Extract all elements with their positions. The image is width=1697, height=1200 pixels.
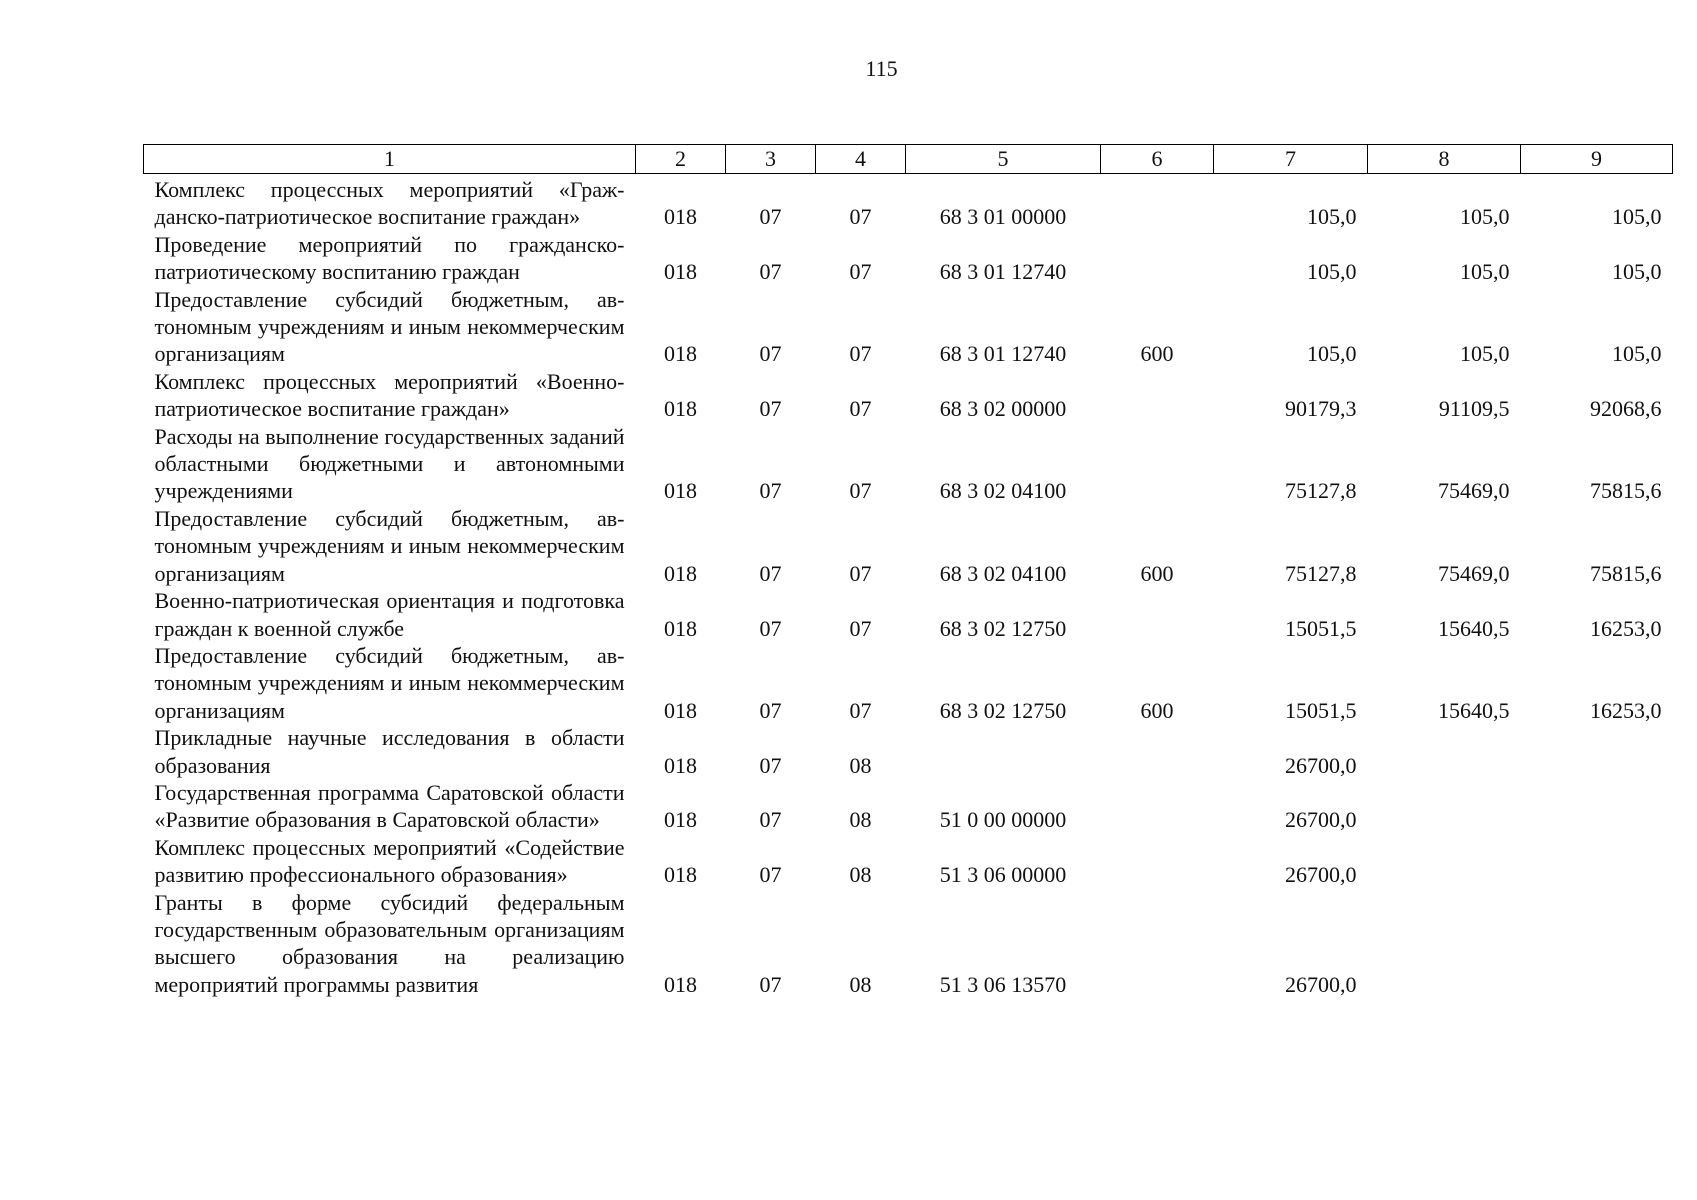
cell-section: 07 [759, 615, 782, 641]
cell-ministry-code: 018 [664, 615, 697, 641]
cell-ministry-code: 018 [664, 752, 697, 778]
cell-amount-8: 15640,5 [1438, 697, 1510, 723]
cell-expense-type [1101, 587, 1214, 642]
cell-subsection: 08 [849, 862, 872, 888]
cell-amount-9: 105,0 [1612, 204, 1662, 230]
table-row [144, 174, 1673, 231]
column-header: 4 [816, 145, 906, 174]
row-name: Предоставление субсидий бюджетным, автономным учреждениям и иным некоммерческим организациям [154, 642, 625, 723]
column-header: 5 [906, 145, 1101, 174]
cell-amount-7: 26700,0 [1285, 971, 1357, 997]
cell-section: 07 [759, 862, 782, 888]
cell-amount-7: 26700,0 [1285, 752, 1357, 778]
cell-amount-8 [1368, 779, 1521, 834]
cell-amount-8 [1368, 834, 1521, 889]
cell-amount-7: 15051,5 [1285, 697, 1357, 723]
cell-target-article: 68 3 01 00000 [939, 204, 1067, 230]
cell-target-article: 68 3 01 12740 [939, 341, 1067, 367]
cell-amount-9: 75815,6 [1590, 560, 1662, 586]
budget-table [143, 144, 1673, 998]
cell-section: 07 [759, 478, 782, 504]
cell-expense-type [1101, 174, 1214, 231]
cell-subsection: 07 [849, 697, 872, 723]
cell-subsection: 08 [849, 752, 872, 778]
row-name: Комплекс процессных мероприятий «Содействие развитию профессионального образования» [154, 834, 625, 888]
row-name: Государственная программа Саратовской области «Развитие образования в Саратовской области» [154, 779, 625, 833]
cell-expense-type [1101, 889, 1214, 999]
table-row [144, 423, 1673, 505]
cell-ministry-code: 018 [664, 862, 697, 888]
cell-target-article: 68 3 02 12750 [939, 615, 1067, 641]
row-name: Комплекс процессных мероприятий «Военно-патриотическое воспитание граждан» [154, 368, 625, 422]
cell-ministry-code: 018 [664, 396, 697, 422]
cell-amount-8: 105,0 [1460, 204, 1510, 230]
cell-section: 07 [759, 697, 782, 723]
table-row [144, 286, 1673, 368]
cell-expense-type [1101, 231, 1214, 286]
cell-ministry-code: 018 [664, 971, 697, 997]
cell-section: 07 [759, 560, 782, 586]
cell-target-article: 51 0 00 00000 [939, 807, 1067, 833]
cell-expense-type: 600 [1140, 560, 1174, 586]
cell-section: 07 [759, 259, 782, 285]
cell-ministry-code: 018 [664, 478, 697, 504]
cell-amount-8 [1368, 724, 1521, 779]
cell-expense-type [1101, 724, 1214, 779]
row-name: Расходы на выполнение государственных заданий областными бюджетными и автономными учреждениями [154, 423, 625, 504]
cell-amount-7: 105,0 [1307, 259, 1357, 285]
cell-amount-8 [1368, 889, 1521, 999]
cell-ministry-code: 018 [664, 259, 697, 285]
row-name: Гранты в форме субсидий федеральным государственным образовательным организациям высшего образования на реализацию мероприятий программы развития [154, 889, 625, 997]
cell-amount-9: 16253,0 [1590, 697, 1662, 723]
cell-amount-8: 75469,0 [1438, 478, 1510, 504]
cell-expense-type [1101, 368, 1214, 423]
cell-ministry-code: 018 [664, 807, 697, 833]
cell-target-article: 68 3 02 00000 [939, 396, 1067, 422]
cell-amount-7: 75127,8 [1285, 478, 1357, 504]
cell-section: 07 [759, 752, 782, 778]
cell-section: 07 [759, 807, 782, 833]
cell-amount-7: 26700,0 [1285, 807, 1357, 833]
column-header: 1 [144, 145, 636, 174]
cell-subsection: 07 [849, 478, 872, 504]
cell-amount-7: 15051,5 [1285, 615, 1357, 641]
cell-target-article: 68 3 02 04100 [939, 478, 1067, 504]
cell-amount-8: 105,0 [1460, 341, 1510, 367]
row-name: Предоставление субсидий бюджетным, автономным учреждениям и иным некоммерческим организациям [154, 286, 625, 367]
cell-target-article: 51 3 06 13570 [939, 971, 1067, 997]
cell-amount-9: 75815,6 [1590, 478, 1662, 504]
cell-expense-type [1101, 779, 1214, 834]
row-name: Прикладные научные исследования в области образования [154, 725, 625, 778]
cell-amount-8: 15640,5 [1438, 615, 1510, 641]
cell-section: 07 [759, 971, 782, 997]
table-row [144, 505, 1673, 587]
table-row [144, 587, 1673, 642]
cell-subsection: 08 [849, 807, 872, 833]
column-header: 3 [726, 145, 816, 174]
cell-amount-7: 26700,0 [1285, 862, 1357, 888]
cell-subsection: 07 [849, 259, 872, 285]
cell-amount-7: 105,0 [1307, 204, 1357, 230]
cell-ministry-code: 018 [664, 341, 697, 367]
table-row [144, 834, 1673, 889]
cell-amount-9: 92068,6 [1590, 396, 1662, 422]
cell-subsection: 08 [849, 971, 872, 997]
column-header: 9 [1521, 145, 1673, 174]
cell-subsection: 07 [849, 341, 872, 367]
cell-ministry-code: 018 [664, 697, 697, 723]
row-name: Военно-патриотическая ориентация и подготовка граждан к военной службе [154, 588, 625, 641]
table-row [144, 724, 1673, 779]
cell-expense-type [1101, 834, 1214, 889]
cell-amount-9 [1521, 724, 1673, 779]
cell-section: 07 [759, 341, 782, 367]
table-row [144, 889, 1673, 999]
cell-amount-9: 16253,0 [1590, 615, 1662, 641]
row-name: Комплекс процессных мероприятий «Гражданско-патриотическое воспитание граждан» [154, 177, 625, 230]
cell-subsection: 07 [849, 560, 872, 586]
cell-amount-7: 75127,8 [1285, 560, 1357, 586]
table-row [144, 368, 1673, 423]
cell-amount-9 [1521, 834, 1673, 889]
column-header: 7 [1214, 145, 1368, 174]
cell-expense-type [1101, 423, 1214, 505]
cell-target-article [906, 724, 1101, 779]
cell-section: 07 [759, 396, 782, 422]
cell-subsection: 07 [849, 396, 872, 422]
cell-target-article: 68 3 02 04100 [939, 560, 1067, 586]
cell-subsection: 07 [849, 204, 872, 230]
column-header: 2 [636, 145, 726, 174]
table-row [144, 779, 1673, 834]
cell-amount-9: 105,0 [1612, 341, 1662, 367]
cell-amount-9 [1521, 779, 1673, 834]
table-row [144, 642, 1673, 724]
header-row [144, 145, 1673, 174]
cell-amount-9: 105,0 [1612, 259, 1662, 285]
row-name: Проведение мероприятий по гражданско-патриотическому воспитанию граждан [154, 231, 625, 285]
row-name: Предоставление субсидий бюджетным, автономным учреждениям и иным некоммерческим организациям [154, 505, 625, 586]
cell-target-article: 68 3 02 12750 [939, 697, 1067, 723]
column-header: 8 [1368, 145, 1521, 174]
cell-amount-9 [1521, 889, 1673, 999]
cell-expense-type: 600 [1140, 341, 1174, 367]
cell-target-article: 51 3 06 00000 [939, 862, 1067, 888]
column-header: 6 [1101, 145, 1214, 174]
cell-amount-8: 105,0 [1460, 259, 1510, 285]
cell-amount-8: 91109,5 [1438, 396, 1510, 422]
cell-expense-type: 600 [1140, 697, 1174, 723]
cell-ministry-code: 018 [664, 204, 697, 230]
cell-amount-8: 75469,0 [1438, 560, 1510, 586]
page-number: 115 [865, 56, 898, 81]
cell-amount-7: 105,0 [1307, 341, 1357, 367]
cell-subsection: 07 [849, 615, 872, 641]
cell-section: 07 [759, 204, 782, 230]
cell-target-article: 68 3 01 12740 [939, 259, 1067, 285]
cell-amount-7: 90179,3 [1285, 396, 1357, 422]
table-row [144, 231, 1673, 286]
cell-ministry-code: 018 [664, 560, 697, 586]
